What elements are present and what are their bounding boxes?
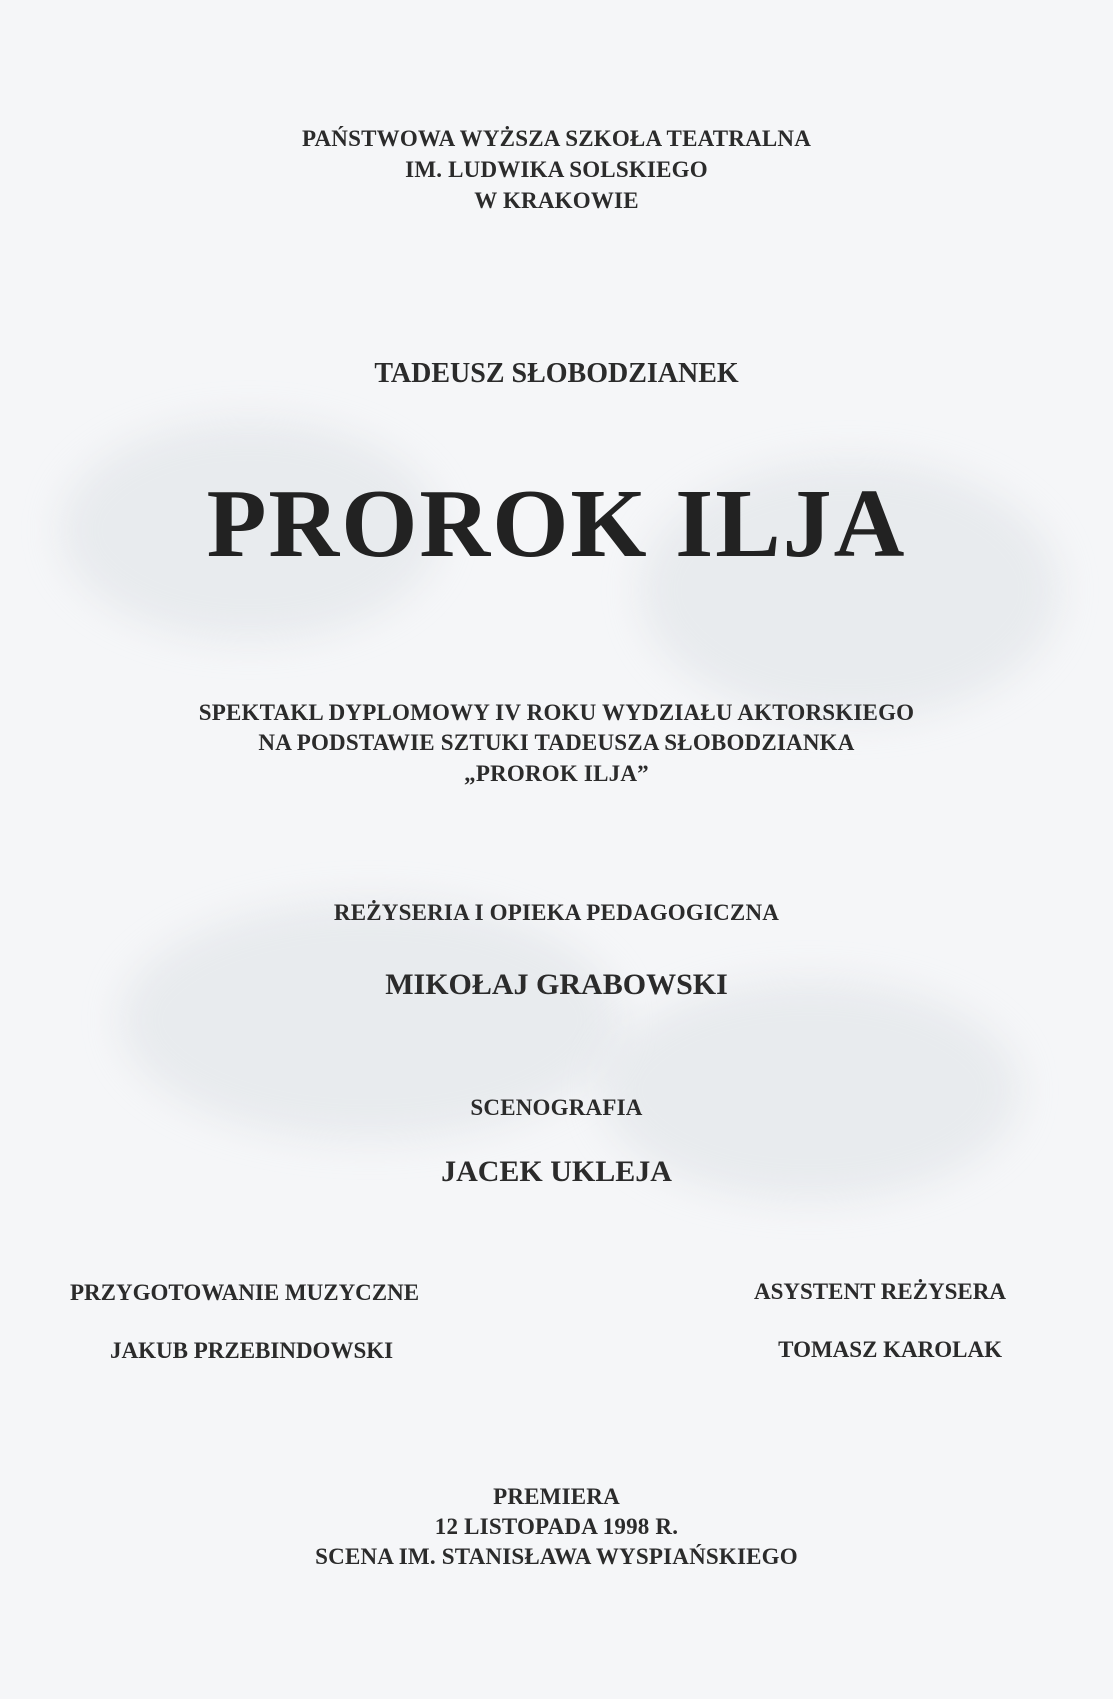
assistant-name: TOMASZ KAROLAK — [778, 1337, 1002, 1362]
director-name: MIKOŁAJ GRABOWSKI — [385, 968, 728, 1001]
play-title: PROROK ILJA — [206, 470, 907, 578]
scenography-label: SCENOGRAFIA — [470, 1095, 643, 1120]
music-label: PRZYGOTOWANIE MUZYCZNE — [70, 1280, 420, 1305]
description-line-2: NA PODSTAWIE SZTUKI TADEUSZA SŁOBODZIANKA — [258, 730, 855, 755]
music-name: JAKUB PRZEBINDOWSKI — [110, 1338, 394, 1363]
description-line-1: SPEKTAKL DYPLOMOWY IV ROKU WYDZIAŁU AKTORSKIEGO — [198, 700, 915, 725]
scenographer-name: JACEK UKLEJA — [441, 1155, 672, 1188]
premiere-date: 12 LISTOPADA 1998 R. — [434, 1514, 679, 1539]
premiere-label: PREMIERA — [493, 1484, 620, 1509]
author-name: TADEUSZ SŁOBODZIANEK — [374, 358, 739, 389]
assistant-label: ASYSTENT REŻYSERA — [753, 1279, 1006, 1304]
school-name-line-1: PAŃSTWOWA WYŻSZA SZKOŁA TEATRALNA — [301, 126, 812, 151]
school-name-line-2: IM. LUDWIKA SOLSKIEGO — [405, 157, 708, 182]
direction-label: REŻYSERIA I OPIEKA PEDAGOGICZNA — [333, 900, 780, 925]
premiere-venue: SCENA IM. STANISŁAWA WYSPIAŃSKIEGO — [315, 1544, 798, 1569]
description-line-3: „PROROK ILJA” — [464, 761, 649, 786]
school-name-line-3: W KRAKOWIE — [474, 188, 639, 213]
